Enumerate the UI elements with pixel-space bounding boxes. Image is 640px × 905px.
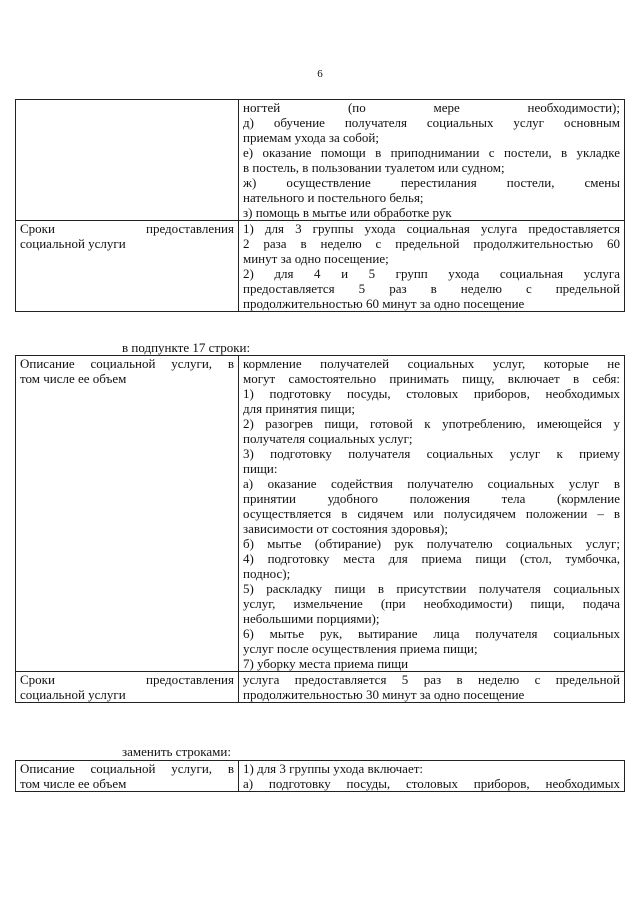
text-line: 1) для 3 группы ухода включает: (243, 761, 424, 776)
table-services-part2 (15, 355, 625, 703)
table-row (16, 356, 625, 672)
text-line: осуществляется в сидячем или полусидячем положении – в (243, 506, 620, 521)
table-cell-left (16, 672, 239, 703)
text-line: ногтей (по мере необходимости); (243, 100, 620, 115)
text-line: принятии удобного положения тела (кормление (243, 491, 620, 506)
text-line: том числе ее объем (20, 776, 127, 791)
text-line: Описание социальной услуги, в (20, 356, 234, 371)
text-line: 1) подготовку посуды, столовых приборов, необходимых (243, 386, 620, 401)
text-line: продолжительностью 60 минут за одно посещение (243, 296, 525, 311)
text-line: ж) осуществление перестилания постели, смены (243, 175, 620, 190)
table-cell-right (239, 100, 625, 221)
text-line: социальной услуги (20, 236, 126, 251)
text-line: нательного и постельного белья; (243, 190, 424, 205)
text-line: получателя социальных услуг; (243, 431, 413, 446)
text-line: зависимости от состояния здоровья); (243, 521, 448, 536)
table-cell-left (16, 100, 239, 221)
text-line: в постель, в пользовании туалетом или судном; (243, 160, 505, 175)
text-line: Описание социальной услуги, в (20, 761, 234, 776)
text-line: услуга предоставляется 5 раз в неделю с предельной (243, 672, 620, 687)
table-row (16, 100, 625, 221)
text-line: з) помощь в мытье или обработке рук (243, 205, 452, 220)
text-line: 7) уборку места приема пищи (243, 656, 409, 671)
text-line: 4) подготовку места для приема пищи (стол, тумбочка, (243, 551, 620, 566)
text-line: 5) раскладку пищи в присутствии получателя социальных (243, 581, 620, 596)
text-line: а) оказание содействия получателю социальных услуг в (243, 476, 620, 491)
text-line: е) оказание помощи в приподнимании с постели, в укладке (243, 145, 620, 160)
table-row (16, 221, 625, 312)
table-services-part3 (15, 760, 625, 792)
text-line: услуг, измельчение (при необходимости) пищи, подача (243, 596, 620, 611)
section-heading: в подпункте 17 строки: (122, 340, 251, 355)
text-line: том числе ее объем (20, 371, 127, 386)
text-line: а) подготовку посуды, столовых приборов, необходимых (243, 776, 620, 791)
text-line: услуг после осуществления приема пищи; (243, 641, 478, 656)
table-cell-left (16, 761, 239, 792)
text-line: 2 раза в неделю с предельной продолжительностью 60 (243, 236, 620, 251)
text-line: пищи: (243, 461, 278, 476)
text-line: могут самостоятельно принимать пищу, включает в себя: (243, 371, 620, 386)
text-line: д) обучение получателя социальных услуг основным (243, 115, 620, 130)
text-line: б) мытье (обтирание) рук получателю социальных услуг; (243, 536, 620, 551)
text-line: небольшими порциями); (243, 611, 380, 626)
text-line: 1) для 3 группы ухода социальная услуга предоставляется (243, 221, 620, 236)
text-line: Сроки предоставления (20, 672, 234, 687)
table-cell-right (239, 672, 625, 703)
text-line: 6) мытье рук, вытирание лица получателя социальных (243, 626, 620, 641)
page-number: 6 (317, 68, 323, 80)
text-line: приемам ухода за собой; (243, 130, 379, 145)
text-line: продолжительностью 30 минут за одно посещение (243, 687, 525, 702)
text-line: для принятия пищи; (243, 401, 356, 416)
table-cell-right (239, 356, 625, 672)
table-cell-right (239, 761, 625, 792)
table-row (16, 761, 625, 792)
table-cell-right (239, 221, 625, 312)
table-cell-left (16, 356, 239, 672)
section-heading: заменить строками: (122, 744, 231, 759)
table-row (16, 672, 625, 703)
text-line: поднос); (243, 566, 291, 581)
text-line: 2) разогрев пищи, готовой к употреблению, имеющейся у (243, 416, 620, 431)
text-line: предоставляется 5 раз в неделю с предельной (243, 281, 620, 296)
text-line: минут за одно посещение; (243, 251, 389, 266)
text-line: 2) для 4 и 5 групп ухода социальная услуга (243, 266, 620, 281)
table-cell-left (16, 221, 239, 312)
text-line: социальной услуги (20, 687, 126, 702)
text-line: 3) подготовку получателя социальных услуг к приему (243, 446, 620, 461)
text-line: Сроки предоставления (20, 221, 234, 236)
text-line: кормление получателей социальных услуг, которые не (243, 356, 620, 371)
table-services-part1 (15, 99, 625, 312)
